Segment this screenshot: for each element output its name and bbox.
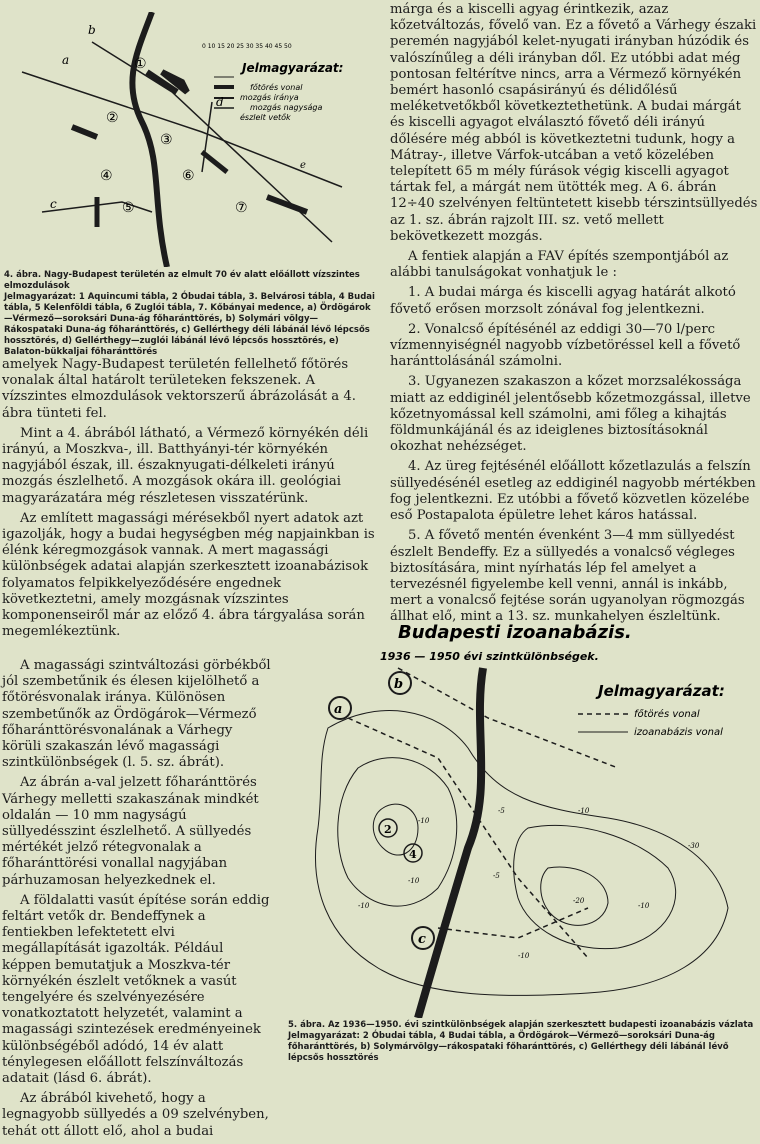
fig5-area-label: 4 — [409, 848, 417, 861]
fig4-line-label: e — [300, 160, 306, 171]
fig5-caption-title: 5. ábra. Az 1936—1950. évi szintkülönbségek alapján szerkesztett budapesti izoanabázis vázlata — [288, 1020, 754, 1030]
fig5-legend-item: izoanabázis vonal — [634, 727, 723, 738]
fig4-area-label: ⑥ — [182, 168, 195, 184]
fig4-scale: 0 10 15 20 25 30 35 40 45 50 — [202, 43, 292, 50]
paragraph: Mint a 4. ábrából látható, a Vérmező környékén déli irányú, a Moszkva-, ill. Batthyányi-tér környékén nagyjából észak, ill. északnyugati-délkeleti irányú mozgás észlelhető. A mozgások okára ill. geológiai magyarázatára még részletesen visszatérünk. — [2, 425, 369, 506]
paragraph: 3. Ugyanezen szakaszon a kőzet morzsalékossága miatt az eddiginél jelentősebb kőzetmozgással, illetve kőzetnyomással kell számolni, ami főleg a kihajtás földmunkájánál és az ideiglenes biztosításoknál okozhat nehézséget. — [390, 374, 751, 455]
paragraph: A fentiek alapján a FAV építés szempontjából az alábbi tanulságokat vonhatjuk le : — [390, 249, 729, 281]
fig4-line-label: b — [88, 23, 96, 37]
paragraph: 5. A fővető mentén évenként 3—4 mm süllyedést észlelt Bendeffy. Ez a süllyedés a vonalcső végleges biztosítására, mint nyírhatás lép fel amelyet a tervezésnél figyelembe kell venni, annál is inkább, mert a vonalcső fejtése során ugyanolyan rögmozgás állhat elő, mint a 13. sz. munkahelyen észleltünk. — [390, 528, 745, 625]
fig5-caption-legend: Jelmagyarázat: 2 Óbudai tábla, 4 Budai tábla, a Ördögárok—Vérmező—soroksári Duna-ág főharánttörés, b) Solymárvölgy—rákospataki főharánttörés, c) Gellérthegy déli lábánál lévő lépcsős hossztörés — [288, 1031, 729, 1063]
fig4-legend-item: észlelt vetők — [240, 113, 291, 122]
fig5-contour-label: -10 — [518, 952, 530, 960]
paragraph: A földalatti vasút építése során eddig feltárt vetők dr. Bendeffynek a fentiekben lefektetett elvi megállapítását igazolták. Például képpen bemutatjuk a Moszkva-tér környékén észlelt vetőknek a vasút tengelyére és szelvényezésére vonatkoztatott helyzetét, valamint a magassági szintezések eredményeinek különbségéből adódó, 14 év alatt ténylegesen előállott felszínváltozás adatait (lásd 6. ábrát). — [2, 892, 270, 1087]
paragraph: Az említett magassági mérésekből nyert adatok azt igazolják, hogy a budai hegységben még napjainkban is élénk kéregmozgások vannak. A mert magassági különbségek adatai alapján szerkesztett izoanabázisok folyamatos felpikkelyeződésére engednek következtetni, amely mozgásnak vízszintes komponenseiről már az előző 4. ábra tárgyalása során megemlékeztünk. — [2, 510, 375, 640]
fig5-contour-label: -10 — [358, 902, 370, 910]
paragraph: 1. A budai márga és kiscelli agyag határát alkotó fővető erősen morzsolt zónával fog jelentkezni. — [390, 285, 736, 317]
figure-5-caption — [288, 1020, 758, 1064]
fig4-area-label: ② — [106, 110, 119, 126]
fig5-area-label: b — [394, 677, 404, 692]
paragraph: 4. Az üreg fejtésénél előállott kőzetlazulás a felszín süllyedésénél esetleg az eddiginél nagyobb mértékben fog jelentkezni. Ez utóbbi a fővető közvetlen közelébe eső Postapalota épületre lehet káros hatással. — [390, 459, 756, 524]
fig4-caption-title: 4. ábra. Nagy-Budapest területén az elmult 70 év alatt előállott vízszintes elmozdulások — [4, 270, 360, 291]
fig4-caption-legend: Jelmagyarázat: 1 Aquincumi tábla, 2 Óbudai tábla, 3. Belvárosi tábla, 4 Budai tábla, 5 Kelenföldi tábla, 6 Zuglói tábla, 7. Kőbányai medence, a) Ördögárok—Vérmező—soroksári Duna-ág főharánttörés, b) Solymári völgy—Rákospataki Duna-ág főharánttörés, c) Gellérthegy déli lábánál lévő lépcsős hossztörés, d) Gellérthegy—zuglói lábánál lévő lépcsős hossztörés, e) Balaton-bükkaljai főharánttörés — [4, 292, 375, 357]
paragraph: A magassági szintváltozási görbékből jól szembetűnik és élesen kijelölhető a főtörésvonalak iránya. Különösen szembetűnők az Ördögárok—Vérmező főharánttörésvonalának a Várhegy körüli szakaszán lévő magassági szintkülönbségek (l. 5. sz. ábrát). — [2, 658, 271, 771]
fig4-line-label: a — [62, 53, 70, 67]
figure-4-caption — [4, 270, 376, 358]
fig4-legend-item: mozgás iránya — [240, 93, 299, 102]
fig5-contour-label: -10 — [578, 807, 590, 815]
fig5-area-label: 2 — [384, 823, 392, 836]
fig4-legend-item: főtörés vonal — [250, 83, 303, 92]
fig4-area-label: ⑤ — [122, 200, 135, 216]
paragraph: amelyek Nagy-Budapest területén fellelhető főtörés vonalak által határolt területeken fekszenek. A vízszintes elmozdulások vektorszerű ábrázolását a 4. ábra tünteti fel. — [2, 357, 356, 421]
paragraph: Az ábrán a-val jelzett főharánttörés Várhegy melletti szakaszának mindkét oldalán — 10 mm nagyságú süllyedésszint észlelhető. A süllyedés mértékét jelző rétegvonalak a főharánttörési vonallal nagyjában párhuzamosan helyezkednek el. — [2, 775, 259, 888]
right-body-text — [390, 2, 758, 630]
paragraph: Az ábrából kivehető, hogy a legnagyobb süllyedés a 09 szelvényben, tehát ott állott elő, ahol a budai — [2, 1091, 269, 1139]
left-body-text — [2, 357, 378, 644]
fig4-area-label: ④ — [100, 168, 113, 184]
fig5-area-label: a — [334, 702, 343, 717]
narrow-body-text — [2, 658, 274, 1144]
fig4-line-label: c — [50, 197, 57, 211]
figure-5-map — [288, 608, 758, 1018]
fig5-contour-label: -10 — [638, 902, 650, 910]
paragraph: 2. Vonalcső építésénél az eddigi 30—70 l/perc vízmennyiségnél nagyobb vízbetöréssel kell a fővető haránttolásánál számolni. — [390, 321, 741, 370]
figure-4-map — [2, 12, 380, 267]
fig5-contour-label: -5 — [498, 807, 505, 815]
fig5-contour-label: -10 — [418, 817, 430, 825]
fig5-contour-label: -30 — [688, 842, 700, 850]
fig5-area-label: c — [418, 932, 426, 947]
fig4-legend-item: mozgás nagysága — [250, 103, 323, 112]
fig4-area-label: ① — [134, 56, 147, 72]
fig5-subtitle: 1936 — 1950 évi szintkülönbségek. — [380, 650, 599, 663]
fig5-title: Budapesti izoanabázis. — [398, 622, 632, 643]
fig4-area-label: ③ — [160, 132, 173, 148]
fig5-contour-label: -10 — [408, 877, 420, 885]
paragraph: márga és a kiscelli agyag érintkezik, azaz kőzetváltozás, fővelő van. Ez a fővető a Várhegy északi peremén nagyjából kelet-nyugati irányban húzódik és valószínűleg a déli irányban dől. Ez utóbbi adat még pontosan feltérítve nincs, arra a Vérmező környékén bemért hasonló csapásirányú és délidőlésű meléketvetőkből következtethetünk. A budai márgát és kiscelli agyagot elválasztó fővető déli irányú dőlésére még abból is következtetni tudunk, hogy a Mátray-, illetve Várfok-utcában a vető közelében telepített 65 m mély fúrások végig kiscelli agyagot tártak fel, a márgát nem ütötték meg. A 6. ábrán 12÷40 szelvényen feltüntetett kisebb térszintsüllyedés az 1. sz. ábrán rajzolt III. sz. vető mellett bekövetkezett mozgás. — [390, 2, 758, 244]
fig5-contour-label: -20 — [573, 897, 585, 905]
fig4-area-label: ⑦ — [235, 200, 248, 216]
fig5-contour-label: -5 — [493, 872, 500, 880]
fig5-legend-title: Jelmagyarázat: — [598, 682, 725, 700]
fig5-legend-item: főtörés vonal — [634, 709, 700, 720]
fig4-line-label: d — [216, 95, 224, 109]
fig4-legend-title: Jelmagyarázat: — [242, 61, 344, 75]
